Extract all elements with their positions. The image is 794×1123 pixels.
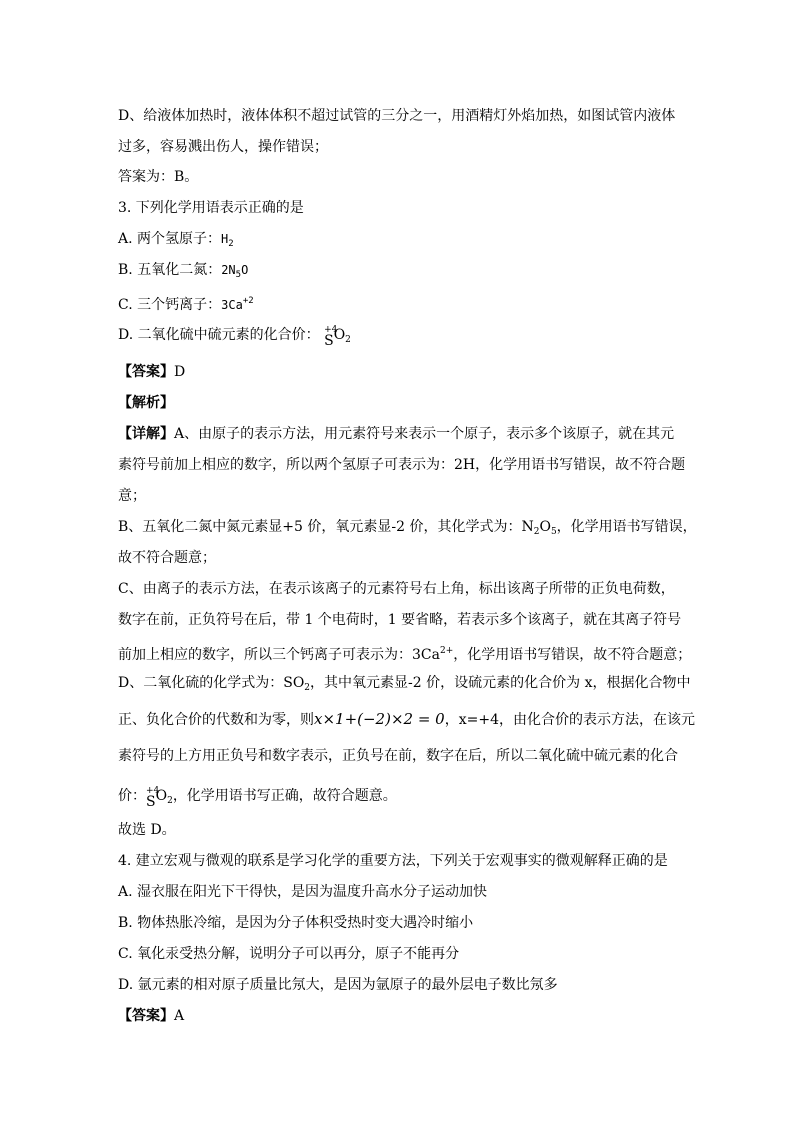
text-line [118, 673, 691, 698]
text-segment: 价： [118, 788, 146, 804]
text-segment: 前加上相应的数字，所以三个钙离子可表示为：3Ca [118, 647, 440, 663]
text-line: 故选 D。 [118, 822, 176, 838]
text-segment: ，化学用语书写错误，故不符合题意； [453, 647, 692, 663]
subscript: 2 [167, 796, 173, 806]
text-line [118, 709, 695, 730]
subscript: 2 [345, 335, 351, 345]
text-line: D、给液体加热时，液体体积不超过试管的三分之一，用酒精灯外焰加热，如图试管内液体 [118, 108, 676, 124]
text-segment: D、二氧化硫的化学式为：SO [118, 675, 305, 691]
text-line [118, 517, 697, 542]
question-3-option-b [118, 260, 678, 285]
text-line: 故不符合题意； [118, 550, 216, 566]
text-line: C、由离子的表示方法，在表示该离子的元素符号右上角，标出该离子所带的正负电荷数， [118, 581, 675, 597]
valence-formula [146, 786, 160, 810]
question-4-option-b: B. 物体热胀冷缩，是因为分子体积受热时变大遇冷时缩小 [118, 915, 474, 931]
text-line: 过多，容易溅出伤人，操作错误； [118, 139, 328, 155]
question-3-option-c [118, 291, 678, 315]
question-3-option-a [118, 229, 678, 254]
valence-formula [324, 325, 338, 349]
oxygen-symbol: O [155, 788, 168, 804]
math-equation: x×1+(−2)×2 = 0 [314, 710, 445, 728]
subscript: 5 [550, 527, 557, 537]
formula: H [221, 232, 229, 246]
subscript: 2 [533, 527, 540, 537]
text-segment: ，化学用语书写正确，故符合题意。 [172, 788, 397, 804]
answer-line [118, 362, 678, 382]
text-segment: 正、负化合价的代数和为零，则 [118, 712, 314, 728]
answer-tag: 【答案】 [118, 1008, 174, 1024]
question-4-option-d: D. 氩元素的相对原子质量比氖大，是因为氩原子的最外层电子数比氖多 [118, 977, 558, 993]
valence-charge: +4 [324, 325, 338, 335]
answer-tag: 【答案】 [118, 364, 174, 380]
superscript: +2 [242, 296, 254, 306]
subscript: 2 [228, 239, 234, 249]
sulfur-symbol: S [146, 794, 156, 810]
option-text: B. 五氧化二氮： [118, 262, 222, 278]
text-line: 素符号前加上相应的数字，所以两个氢原子可表示为：2H，化学用语书写错误，故不符合题 [118, 457, 686, 473]
question-4-stem: 4. 建立宏观与微观的联系是学习化学的重要方法，下列关于宏观事实的微观解释正确的是 [118, 853, 668, 869]
formula: O [241, 263, 249, 277]
question-3-stem: 3. 下列化学用语表示正确的是 [118, 200, 304, 216]
answer-value: A [174, 1008, 185, 1024]
option-text: A. 两个氢原子： [118, 231, 222, 247]
formula: 2N [221, 263, 236, 277]
detail-text: A、由原子的表示方法，用元素符号来表示一个原子，表示多个该原子，就在其元 [174, 426, 675, 442]
answer-line [118, 1006, 678, 1026]
superscript: 2+ [439, 646, 454, 656]
oxygen-symbol: O [333, 327, 346, 343]
text-segment: O [539, 519, 551, 535]
formula: 3Ca [221, 298, 243, 312]
question-4-option-a: A. 湿衣服在阳光下干得快，是因为温度升高水分子运动加快 [118, 884, 488, 900]
text-segment: ，x=+4，由化合价的表示方法，在该元 [444, 712, 695, 728]
text-segment: ，化学用语书写错误， [556, 519, 697, 535]
detail-tag: 【详解】 [118, 426, 174, 442]
analysis-label: 【解析】 [118, 395, 174, 411]
text-line: 数字在前，正负符号在后，带 1 个电荷时，1 要省略，若表示多个该离子，就在其离子符号 [118, 612, 682, 628]
question-3-option-d [118, 325, 678, 350]
valence-charge: +4 [146, 786, 160, 796]
analysis-tag [118, 393, 678, 413]
text-line [118, 641, 692, 665]
subscript: 2 [304, 683, 311, 693]
option-text: D. 二氧化硫中硫元素的化合价： [118, 327, 320, 343]
detail-line [118, 424, 678, 444]
text-line: 答案为：B。 [118, 169, 199, 185]
option-text: C. 三个钙离子： [118, 297, 222, 313]
text-line: 意； [118, 488, 146, 504]
text-segment: B、五氧化二氮中氮元素显+5 价，氧元素显-2 价，其化学式为：N [118, 519, 534, 535]
text-segment: ，其中氧元素显-2 价，设硫元素的化合价为 x，根据化合物中 [310, 675, 691, 691]
text-line: 素符号的上方用正负号和数字表示，正负号在前，数字在后，所以二氧化硫中硫元素的化合 [118, 748, 678, 764]
question-4-option-c: C. 氧化汞受热分解，说明分子可以再分，原子不能再分 [118, 946, 460, 962]
subscript: 5 [235, 270, 242, 280]
sulfur-symbol: S [324, 333, 334, 349]
answer-value: D [174, 364, 186, 380]
text-line [118, 786, 678, 811]
